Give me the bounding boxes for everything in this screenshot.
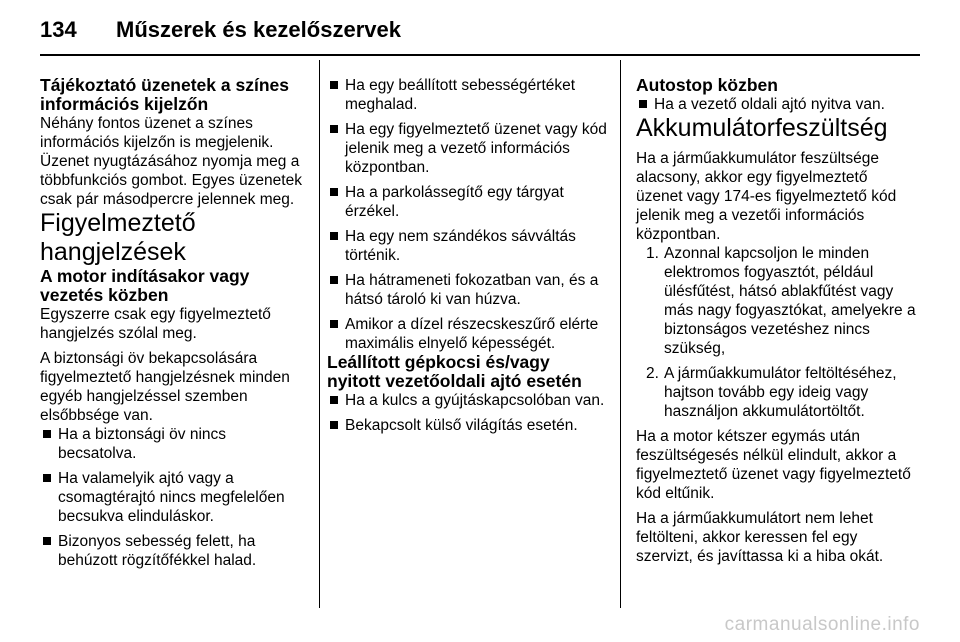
bullet-list-stopped-vehicle (327, 391, 607, 435)
section-title-autostop: Autostop közben (636, 75, 778, 95)
list-item: Ha a biztonsági öv nincs becsatolva. (40, 425, 308, 463)
section-title-stopped-vehicle: Leállított gépkocsi és/vagy nyitott vezetőoldali ajtó esetén (327, 352, 582, 391)
bullet-list-autostop (636, 95, 916, 114)
section-title-engine-start: A motor indításakor vagy vezetés közben (40, 266, 250, 305)
list-item: 2. A járműakkumulátor feltöltéséhez, hajtson tovább egy ideig vagy használjon akkumulátortöltőt. (646, 365, 897, 420)
column-3 (636, 76, 916, 566)
header-rule (40, 54, 920, 56)
section-title-info-messages: Tájékoztató üzenetek a színes információs kijelzőn (40, 75, 289, 114)
list-item: Ha hátrameneti fokozatban van, és a hátsó tároló ki van húzva. (327, 271, 607, 309)
list-item: Ha a kulcs a gyújtáskapcsolóban van. (327, 391, 607, 410)
bullet-list-col1 (40, 425, 308, 570)
chapter-title: Műszerek és kezelőszervek (116, 17, 401, 42)
bullet-square-icon (330, 320, 338, 328)
bullet-square-icon (330, 421, 338, 429)
bullet-square-icon (330, 188, 338, 196)
list-item: Bizonyos sebesség felett, ha behúzott rögzítőfékkel halad. (40, 532, 308, 570)
bullet-square-icon (43, 537, 51, 545)
list-item: Bekapcsolt külső világítás esetén. (327, 416, 607, 435)
bullet-square-icon (330, 125, 338, 133)
list-item: Ha a vezető oldali ajtó nyitva van. (636, 95, 916, 114)
column-divider-2 (620, 60, 621, 608)
bullet-square-icon (330, 232, 338, 240)
bullet-square-icon (43, 430, 51, 438)
column-2 (327, 76, 607, 435)
paragraph-visit-workshop: Ha a járműakkumulátort nem lehet feltölteni, akkor keressen fel egy szervizt, és javíttassa ki a hiba okát. (636, 510, 884, 565)
bullet-square-icon (43, 474, 51, 482)
paragraph-one-chime: Egyszerre csak egy figyelmeztető hangjelzés szólal meg. (40, 306, 271, 342)
section-title-warning-chimes: Figyelmeztető hangjelzések (40, 209, 196, 266)
list-item: Ha egy figyelmeztető üzenet vagy kód jelenik meg a vezető információs központban. (327, 120, 607, 177)
list-item: 1. Azonnal kapcsoljon le minden elektromos fogyasztót, például ülésfűtést, hátsó ablakfűtést vagy más nagy fogyasztókat, amelyekre a biztonságos vezetéshez nincs szükség, (646, 245, 916, 357)
bullet-square-icon (330, 396, 338, 404)
list-item: Ha egy nem szándékos sávváltás történik. (327, 227, 607, 265)
bullet-list-col2 (327, 76, 607, 353)
page-header (40, 12, 401, 48)
watermark: carmanualsonline.info (724, 614, 920, 635)
bullet-square-icon (330, 276, 338, 284)
section-title-battery-voltage: Akkumulátorfeszültség (636, 114, 888, 142)
paragraph-low-voltage: Ha a járműakkumulátor feszültsége alacsony, akkor egy figyelmeztető üzenet vagy 174-es figyelmeztető kód jelenik meg a vezetői információs központban. (636, 150, 897, 243)
list-item: Ha egy beállított sebességértéket meghalad. (327, 76, 607, 114)
column-1 (40, 76, 308, 570)
column-divider-1 (319, 60, 320, 608)
list-item: Ha a parkolássegítő egy tárgyat érzékel. (327, 183, 607, 221)
list-item: Amikor a dízel részecskeszűrő elérte maximális elnyelő képességét. (327, 315, 607, 353)
paragraph-warning-disappears: Ha a motor kétszer egymás után feszültségesés nélkül elindult, akkor a figyelmeztető üzenet vagy figyelmeztető kód eltűnik. (636, 428, 911, 502)
paragraph-info-messages: Néhány fontos üzenet a színes információs kijelzőn is megjelenik. Üzenet nyugtázásához nyomja meg a többfunkciós gombot. Egyes üzenetek csak pár másodpercre jelennek meg. (40, 115, 302, 208)
page-number: 134 (40, 17, 77, 42)
paragraph-seatbelt-priority: A biztonsági öv bekapcsolására figyelmeztető hangjelzésnek minden egyéb hangjelzéssel szemben elsőbbsége van. (40, 350, 290, 424)
bullet-square-icon (639, 100, 647, 108)
numbered-steps (636, 244, 916, 421)
bullet-square-icon (330, 81, 338, 89)
list-item: Ha valamelyik ajtó vagy a csomagtérajtó nincs megfelelően becsukva elinduláskor. (40, 469, 308, 526)
